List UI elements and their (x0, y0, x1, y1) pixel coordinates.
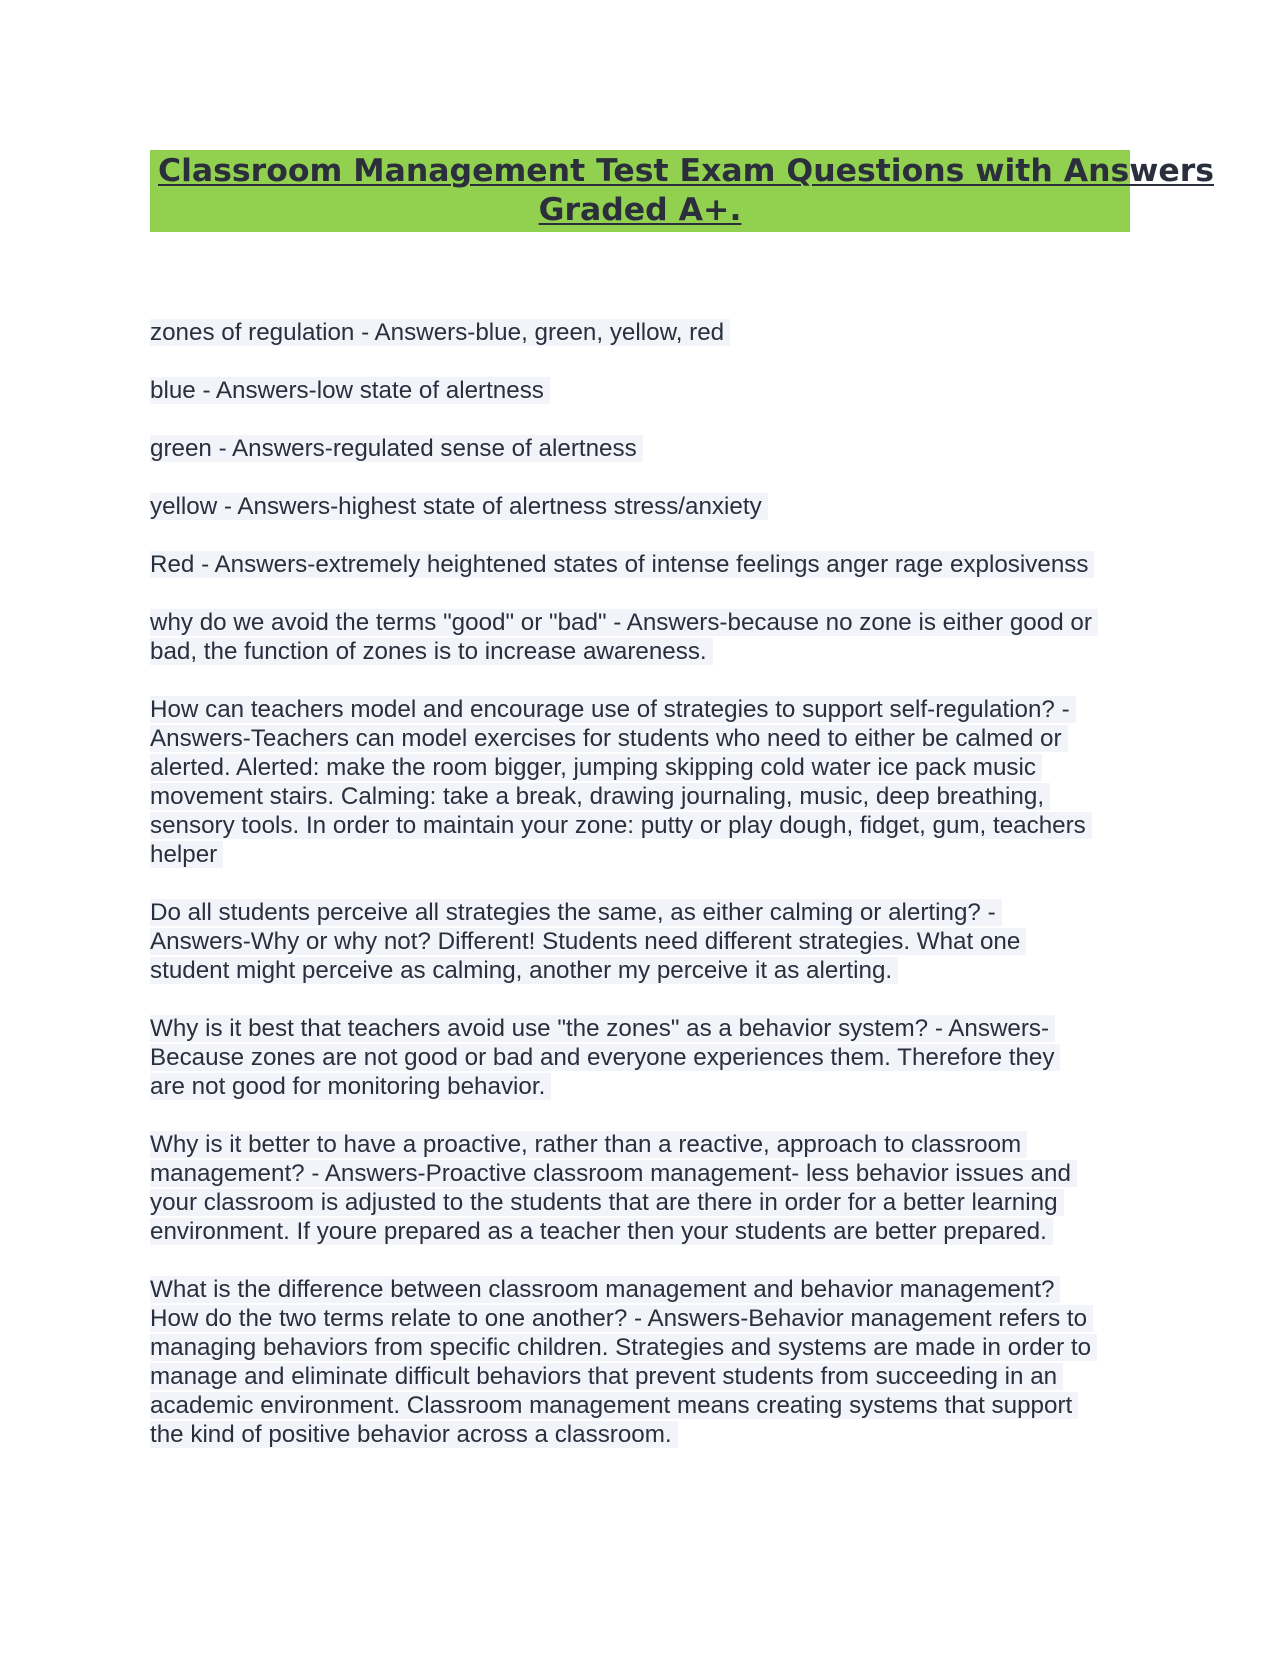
document-page (150, 150, 1215, 1478)
qa-text: Do all students perceive all strategies the same, as either calming or alerting? - (150, 899, 1002, 926)
qa-line (150, 1275, 1130, 1304)
qa-line (150, 724, 1130, 753)
qa-text: Because zones are not good or bad and everyone experiences them. Therefore they (150, 1044, 1060, 1071)
qa-text: managing behaviors from specific children. Strategies and systems are made in order to (150, 1334, 1097, 1361)
qa-text: blue - Answers-low state of alertness (150, 377, 550, 404)
qa-entry (150, 550, 1130, 579)
qa-line (150, 376, 1130, 405)
qa-entry (150, 376, 1130, 405)
qa-line (150, 637, 1130, 666)
qa-text: green - Answers-regulated sense of alertness (150, 435, 643, 462)
qa-line (150, 956, 1130, 985)
qa-text: How can teachers model and encourage use of strategies to support self-regulation? - (150, 696, 1076, 723)
qa-text: sensory tools. In order to maintain your zone: putty or play dough, fidget, gum, teachers (150, 812, 1092, 839)
qa-text: How do the two terms relate to one another? - Answers-Behavior management refers to (150, 1305, 1093, 1332)
qa-text: management? - Answers-Proactive classroom management- less behavior issues and (150, 1160, 1077, 1187)
qa-line (150, 753, 1130, 782)
qa-line (150, 782, 1130, 811)
qa-line (150, 1217, 1130, 1246)
qa-text: Red - Answers-extremely heightened states of intense feelings anger rage explosivenss (150, 551, 1094, 578)
qa-line (150, 1072, 1130, 1101)
qa-line (150, 1188, 1130, 1217)
qa-text: the kind of positive behavior across a classroom. (150, 1421, 678, 1448)
qa-line (150, 927, 1130, 956)
qa-line (150, 1304, 1130, 1333)
qa-text: academic environment. Classroom management means creating systems that support (150, 1392, 1078, 1419)
qa-text: Answers-Teachers can model exercises for students who need to either be calmed or (150, 725, 1068, 752)
qa-line (150, 492, 1130, 521)
qa-text: manage and eliminate difficult behaviors that prevent students from succeeding in an (150, 1363, 1063, 1390)
qa-list (150, 318, 1130, 1449)
qa-entry (150, 1014, 1130, 1101)
qa-text: are not good for monitoring behavior. (150, 1073, 551, 1100)
qa-text: Answers-Why or why not? Different! Students need different strategies. What one (150, 928, 1026, 955)
qa-text: environment. If youre prepared as a teacher then your students are better prepared. (150, 1218, 1053, 1245)
qa-text: student might perceive as calming, another my perceive it as alerting. (150, 957, 898, 984)
qa-line (150, 1420, 1130, 1449)
qa-text: helper (150, 841, 223, 868)
qa-text: Why is it best that teachers avoid use "the zones" as a behavior system? - Answers- (150, 1015, 1055, 1042)
qa-text: yellow - Answers-highest state of alertness stress/anxiety (150, 493, 768, 520)
qa-line (150, 1333, 1130, 1362)
title-line: Graded A+. (538, 192, 742, 228)
qa-line (150, 1014, 1130, 1043)
qa-line (150, 695, 1130, 724)
qa-line (150, 434, 1130, 463)
qa-line (150, 318, 1130, 347)
qa-entry (150, 898, 1130, 985)
qa-line (150, 1043, 1130, 1072)
qa-entry (150, 1275, 1130, 1449)
document-title (150, 150, 1215, 232)
qa-text: zones of regulation - Answers-blue, green, yellow, red (150, 319, 730, 346)
qa-text: bad, the function of zones is to increase awareness. (150, 638, 713, 665)
qa-text: your classroom is adjusted to the students that are there in order for a better learning (150, 1189, 1064, 1216)
qa-line (150, 1391, 1130, 1420)
qa-text: Why is it better to have a proactive, rather than a reactive, approach to classroom (150, 1131, 1027, 1158)
qa-entry (150, 434, 1130, 463)
qa-text: alerted. Alerted: make the room bigger, jumping skipping cold water ice pack music (150, 754, 1042, 781)
qa-line (150, 1159, 1130, 1188)
qa-text: movement stairs. Calming: take a break, drawing journaling, music, deep breathing, (150, 783, 1050, 810)
qa-line (150, 1130, 1130, 1159)
title-line: Classroom Management Test Exam Questions with Answers (158, 153, 1215, 189)
qa-entry (150, 318, 1130, 347)
qa-line (150, 898, 1130, 927)
qa-entry (150, 608, 1130, 666)
qa-text: why do we avoid the terms "good" or "bad" - Answers-because no zone is either good or (150, 609, 1098, 636)
qa-line (150, 1362, 1130, 1391)
qa-entry (150, 695, 1130, 869)
qa-line (150, 811, 1130, 840)
qa-line (150, 550, 1130, 579)
qa-text: What is the difference between classroom management and behavior management? (150, 1276, 1060, 1303)
qa-line (150, 608, 1130, 637)
qa-line (150, 840, 1130, 869)
qa-entry (150, 1130, 1130, 1246)
qa-entry (150, 492, 1130, 521)
